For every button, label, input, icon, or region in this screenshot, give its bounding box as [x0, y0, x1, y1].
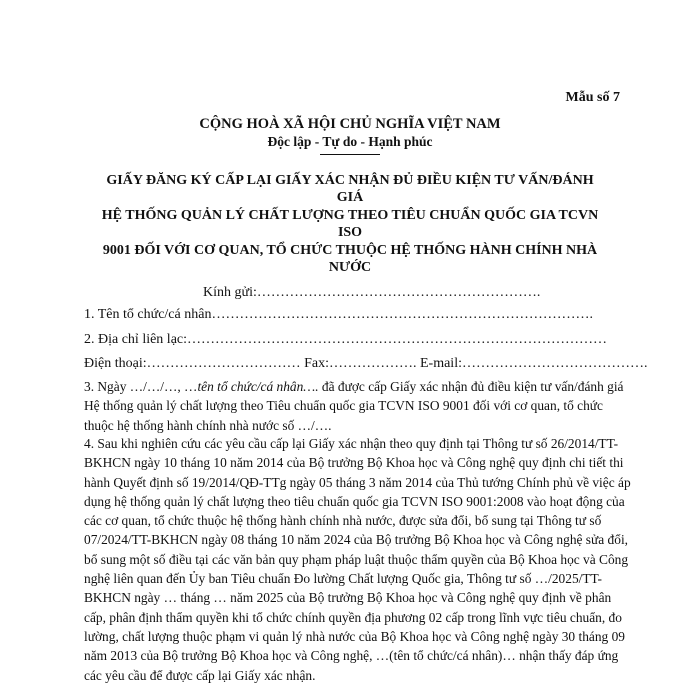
- national-title: CỘNG HOÀ XÃ HỘI CHỦ NGHĨA VIỆT NAM: [199, 116, 501, 132]
- title-line: GIẤY ĐĂNG KÝ CẤP LẠI GIẤY XÁC NHẬN ĐỦ ĐIỀU KIỆN TƯ VẤN/ĐÁNH: [106, 173, 594, 188]
- contact-field: Điện thoại:…………………………… Fax:………………. E-mail:………………………………….: [84, 356, 648, 371]
- title-line: HỆ THỐNG QUẢN LÝ CHẤT LƯỢNG THEO TIÊU CHUẨN QUỐC GIA TCVN: [101, 207, 599, 223]
- para3-prefix: 3. Ngày …/…/…, …: [84, 379, 198, 394]
- para3-body: đã được cấp Giấy xác nhận đủ điều kiện tư vấn/đánh giá Hệ thống quản lý chất lượng theo Tiêu chuẩn quốc gia TCVN ISO 9001 đối với cơ quan, tổ chức thuộc hệ thống hành chính nhà nước số …/….: [84, 379, 624, 433]
- header-divider: [320, 154, 380, 155]
- title-line: NƯỚC: [328, 260, 372, 276]
- recipient-line: Kính gửi:…………………………………………………….: [203, 285, 541, 300]
- national-motto: Độc lập - Tự do - Hạnh phúc: [267, 134, 433, 149]
- title-line: GIÁ: [336, 190, 364, 206]
- document-title: [72, 172, 628, 276]
- paragraph-4: 4. Sau khi nghiên cứu các yêu cầu cấp lại Giấy xác nhận theo quy định tại Thông tư số 26/2014/TT-BKHCN ngày 10 tháng 10 năm 2014 của Bộ trưởng Bộ Khoa học và Công nghệ quy định chi tiết thi hành Quyết định số 19/2014/QĐ-TTg ngày 05 tháng 3 năm 2014 của Thủ tướng Chính phủ về việc áp dụng hệ thống quản lý chất lượng theo tiêu chuẩn quốc gia TCVN ISO 9001:2008 vào hoạt động của các cơ quan, tổ chức thuộc hệ thống hành chính nhà nước, được sửa đổi, bổ sung tại Thông tư số 07/2024/TT-BKHCN ngày 08 tháng 10 năm 2024 của Bộ trưởng Bộ Khoa học và Công nghệ sửa đổi, bổ sung một số điều tại các văn bản quy phạm pháp luật thuộc thẩm quyền của Bộ Khoa học và Công nghệ liên quan đến Ủy ban Tiêu chuẩn Đo lường Chất lượng Quốc gia, Thông tư số …/2025/TT-BKHCN ngày … tháng … năm 2025 của Bộ trưởng Bộ Khoa học và Công nghệ quy định về phân cấp, phân định thẩm quyền khi tổ chức chính quyền địa phương 02 cấp trong lĩnh vực tiêu chuẩn, đo lường, chất lượng thuộc phạm vi quản lý nhà nước của Bộ Khoa học và Công nghệ ngày 30 tháng 09 năm 2013 của Bộ trưởng Bộ Khoa học và Công nghệ, …(tên tổ chức/cá nhân)… nhận thấy đáp ứng các yêu cầu để được cấp lại Giấy xác nhận.: [84, 436, 631, 683]
- org-name-field: 1. Tên tổ chức/cá nhân……………………………………………………………………….: [84, 307, 593, 322]
- para3-org-placeholder: tên tổ chức/cá nhân….: [197, 379, 319, 394]
- title-line: 9001 ĐỐI VỚI CƠ QUAN, TỔ CHỨC THUỘC HỆ THỐNG HÀNH CHÍNH NHÀ: [102, 242, 598, 258]
- paragraph-3: [84, 377, 632, 435]
- address-field: 2. Địa chỉ liên lạc:………………………………………………………………………………: [84, 332, 608, 347]
- title-line: ISO: [337, 225, 363, 241]
- form-number: Mẫu số 7: [565, 90, 620, 105]
